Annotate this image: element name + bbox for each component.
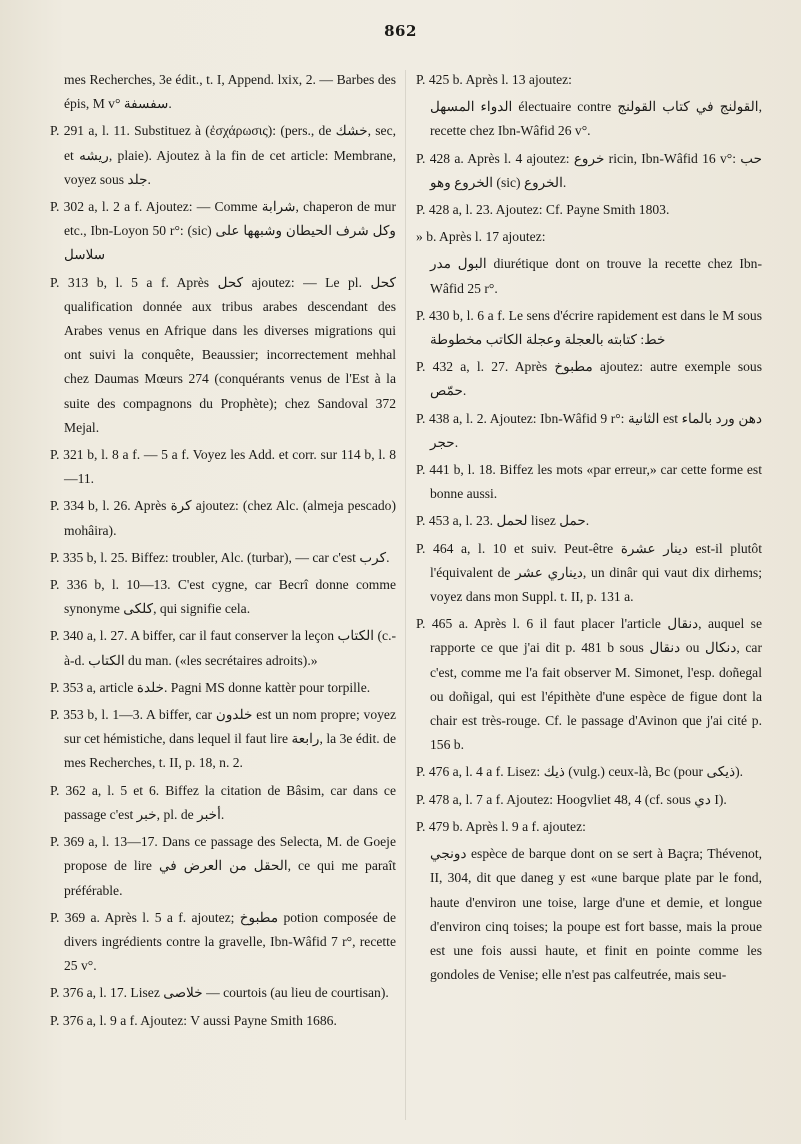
entry: P. 353 a, article خلدة. Pagni MS donne kattèr pour torpille. (50, 679, 371, 695)
entry: P. 432 a, l. 27. Après مطبوخ ajoutez: autre exemple sous حمّص. (416, 359, 762, 399)
entry: P. 340 a, l. 27. A biffer, car il faut conserver la leçon الكتاب (c.-à-d. الكتاب du man. («les secrétaires adroits).» (50, 628, 396, 668)
entry: P. 465 a. Après l. 6 il faut placer l'article دنقال, auquel se rapporte ce que j'ai dit p. 481 b sous دنقال ou دنكال, car c'est, comme me l'a fait observer M. Simonet, l'esp. doñegal ou doñigal, qui est l'épithète d'une espèce de figue dont la chair est très-rouge. Cf. le passage d'Avinon que j'ai cité p. 156 b. (416, 616, 762, 753)
entry: P. 321 b, l. 8 a f. — 5 a f. Voyez les Add. et corr. sur 114 b, l. 8—11. (50, 447, 396, 487)
entry: P. 479 b. Après l. 9 a f. ajoutez: (416, 818, 586, 834)
entry: الدواء المسهل électuaire contre القولنج في كتاب القولنج, recette chez Ibn-Wâfid 26 v°. (430, 99, 762, 139)
column-divider (405, 70, 406, 1120)
entry: P. 478 a, l. 7 a f. Ajoutez: Hoogvliet 48, 4 (cf. sous دي I). (416, 791, 727, 807)
entry: دونجي espèce de barque dont on se sert à Baçra; Thévenot, II, 304, dit que daneg y est «une barque plate par le fond, haute d'environ une toise, large d'une et demie, et longue d'environ cinq toises; la poupe est fort basse, mais la proue est une fois aussi haute, et finit en pointe comme les gondoles de Venise; elle n'est pas calfeutrée, mais seu- (430, 846, 762, 983)
entry: P. 334 b, l. 26. Après كرة ajoutez: (chez Alc. (almeja pescado) mohâira). (50, 498, 396, 538)
entry: P. 430 b, l. 6 a f. Le sens d'écrire rapidement est dans le M sous خط: كتابته بالعجلة وعجلة الكاتب مخطوطة (416, 307, 762, 348)
entry: P. 369 a, l. 13—17. Dans ce passage des Selecta, M. de Goeje propose de lire الحقل من العرض في, ce qui me paraît préférable. (50, 834, 396, 898)
entry: P. 428 a, l. 23. Ajoutez: Cf. Payne Smith 1803. (416, 202, 670, 218)
entry: P. 376 a, l. 9 a f. Ajoutez: V aussi Payne Smith 1686. (50, 1012, 337, 1028)
entry: P. 291 a, l. 11. Substituez à (ἐσχάρωσις): (pers., de خشك, sec, et ريشه, plaie). Ajoutez à la fin de cet article: Membrane, voyez sous جلد. (50, 123, 397, 187)
right-column (416, 68, 762, 990)
page-number: 862 (384, 22, 417, 40)
entry: P. 313 b, l. 5 a f. Après كحل ajoutez: — Le pl. كحل qualification donnée aux tribus arabes descendant des Arabes venus en Afrique dans les diverses migrations qui ont suivi la conquête, Beaussier; incorrectement mehhal chez Daumas Mœurs 274 (conquérants venus de l'Est à la suite des compagnons du Prophète); chez Sandoval 372 Mejal. (50, 274, 397, 435)
entry: P. 302 a, l. 2 a f. Ajoutez: — Comme شرابة, chaperon de mur etc., Ibn-Loyon 50 r°: (sic) وكل شرف الحيطان وشبهها على سلاسل (50, 199, 396, 263)
entry: P. 425 b. Après l. 13 ajoutez: (416, 72, 572, 87)
entry: P. 428 a. Après l. 4 ajoutez: خروع ricin, Ibn-Wâfid 16 v°: حب الخروع وهو (sic) الخروع. (416, 150, 762, 190)
entry: P. 376 a, l. 17. Lisez خلاصى — courtois (au lieu de courtisan). (50, 985, 389, 1001)
entry: mes Recherches, 3e édit., t. I, Append. lxix, 2. — Barbes des épis, M v° سفسفة. (64, 72, 396, 112)
entry: P. 353 b, l. 1—3. A biffer, car خلدون est un nom propre; voyez sur cet hémistiche, dans lequel il faut lire رابعة, la 3e édit. de mes Recherches, t. II, p. 18, n. 2. (50, 707, 396, 771)
entry: P. 464 a, l. 10 et suiv. Peut-être دينار عشرة est-il plutôt l'équivalent de ديناري عشر, un dinâr qui vaut dix dirhems; voyez dans mon Suppl. t. II, p. 131 a. (416, 540, 763, 605)
entry: P. 335 b, l. 25. Biffez: troubler, Alc. (turbar), — car c'est كرب. (50, 549, 390, 565)
entry: البول مدر diurétique dont on trouve la recette chez Ibn-Wâfid 25 r°. (430, 256, 762, 296)
entry: P. 362 a, l. 5 et 6. Biffez la citation de Bâsim, car dans ce passage c'est خبر, pl. de أخبر. (50, 782, 396, 822)
entry: P. 336 b, l. 10—13. C'est cygne, car Becrî donne comme synonyme كلكى, qui signifie cela. (50, 577, 396, 617)
entry: P. 369 a. Après l. 5 a f. ajoutez; مطبوخ potion composée de divers ingrédients contre la gravelle, Ibn-Wâfid 7 r°, recette 25 v°. (50, 909, 396, 974)
left-column (50, 68, 396, 1036)
entry: P. 453 a, l. 23. لحمل lisez حمل. (416, 513, 590, 529)
entry: P. 476 a, l. 4 a f. Lisez: ذيك (vulg.) ceux-là, Bc (pour ذيكى). (416, 764, 744, 780)
entry: P. 441 b, l. 18. Biffez les mots «par erreur,» car cette forme est bonne aussi. (416, 462, 762, 502)
entry: » b. Après l. 17 ajoutez: (416, 229, 546, 245)
entry: P. 438 a, l. 2. Ajoutez: Ibn-Wâfid 9 r°: الثانية est دهن ورد بالماء حجر. (416, 410, 763, 450)
